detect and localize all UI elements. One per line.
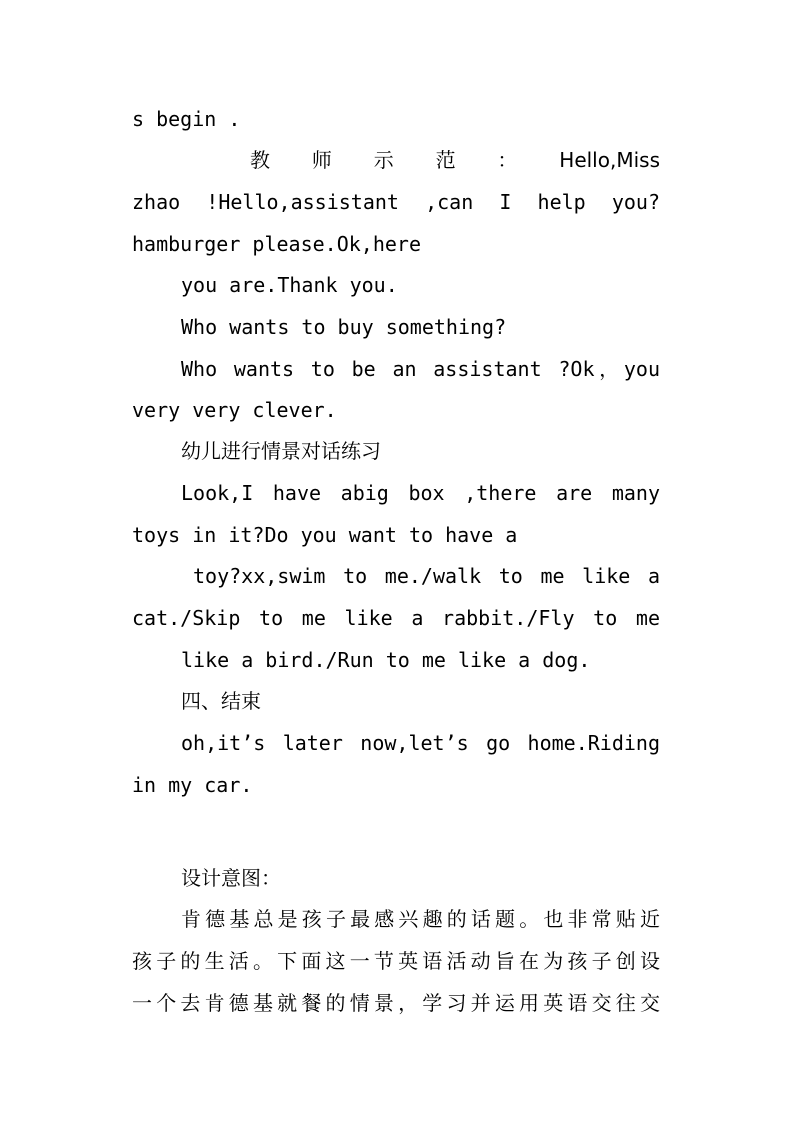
text-line: oh,it’s later now,let’s go home.Riding (181, 731, 660, 755)
text-line: 教 师 示 范 ： Hello,Miss (250, 148, 660, 172)
text-line: Who wants to buy something? (181, 315, 507, 339)
text-line: toys in it?Do you want to have a (132, 523, 518, 547)
text-line: s begin . (132, 107, 241, 131)
text-line: 一个去肯德基就餐的情景，学习并运用英语交往交 (132, 991, 660, 1015)
text-line: you are.Thank you. (181, 273, 398, 297)
text-line: cat./Skip to me like a rabbit./Fly to me (132, 606, 660, 630)
text-line: 孩子的生活。下面这一节英语活动旨在为孩子创设 (132, 949, 660, 973)
text-line: very very clever. (132, 398, 337, 422)
text-line: Look,I have abig box ,there are many (181, 481, 660, 505)
text-line: zhao !Hello,assistant ,can I help you? (132, 190, 660, 214)
section-heading: 设计意图： (181, 866, 281, 890)
text-line: toy?xx,swim to me./walk to me like a (193, 564, 660, 588)
text-line: 幼儿进行情景对话练习 (181, 439, 381, 463)
text-line: Who wants to be an assistant ?Ok，you (181, 357, 660, 381)
text-line: in my car. (132, 773, 253, 797)
text-line: hamburger please.Ok,here (132, 232, 421, 256)
text-line: 肯德基总是孩子最感兴趣的话题。也非常贴近 (181, 907, 660, 931)
text-line: like a bird./Run to me like a dog. (181, 648, 591, 672)
section-heading: 四、结束 (181, 689, 261, 713)
